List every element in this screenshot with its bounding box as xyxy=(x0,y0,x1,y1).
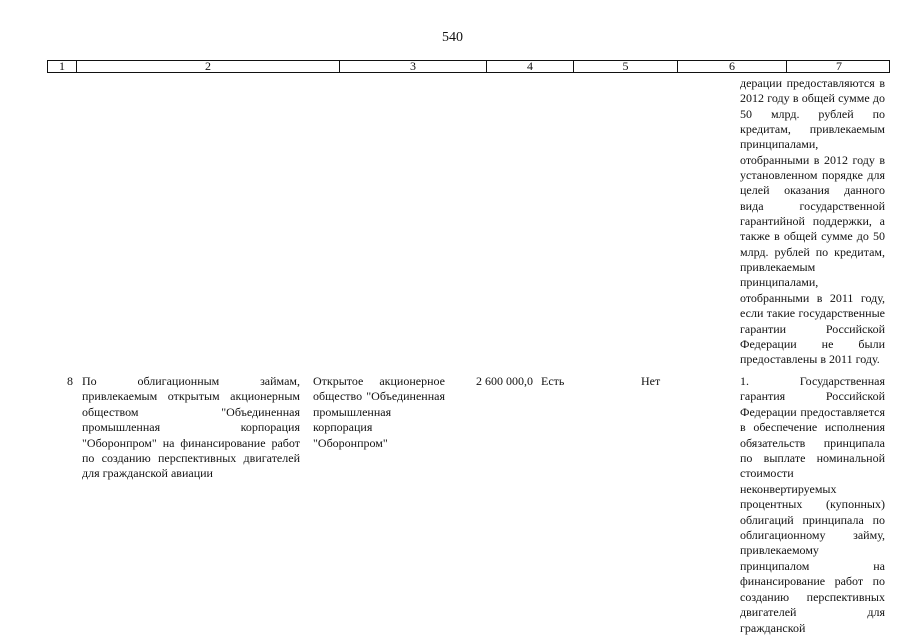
row8-organization: Открытое акционерное общество "Объединенная промышленная корпорация "Оборонпром" xyxy=(313,374,445,450)
row8-col6: Нет xyxy=(641,374,661,388)
col7-continuation-text: дерации предоставляются в 2012 году в общей сумме до 50 млрд. рублей по кредитам, привлекаемым принципалами, отобранными в 2012 году в установленном порядке для целей оказания данного вида государственной гарантийной поддержки, а также в общей сумме до 50 млрд. рублей по кредитам, привлекаемым принципалами, отобранными в 2011 году, если такие государственные гарантии Российской Федерации не были предоставлены в 2011 году. xyxy=(740,76,885,367)
header-col-5: 5 xyxy=(574,61,678,72)
page-number: 540 xyxy=(442,30,463,45)
row8-col7-text: 1. Государственная гарантия Российской Федерации предоставляется в обеспечение исполнения обязательств принципала по выплате номинальной стоимости неконвертируемых процентных (купонных) облигаций принципала по облигационному займу, привлекаемому принципалом на финансирование работ по созданию перспективных двигателей для гражданской xyxy=(740,374,885,635)
row8-description: По облигационным займам, привлекаемым открытым акционерным обществом "Объединенная промышленная корпорация "Оборонпром" на финансирование работ по созданию перспективных двигателей для гражданской авиации xyxy=(82,374,300,481)
header-col-7: 7 xyxy=(836,59,842,73)
header-col-2: 2 xyxy=(77,61,340,72)
row8-amount: 2 600 000,0 xyxy=(476,374,533,388)
header-col-4: 4 xyxy=(487,61,574,72)
row8-number: 8 xyxy=(67,374,73,388)
table-header-row xyxy=(47,60,890,73)
header-col-6: 6 xyxy=(678,61,787,72)
header-col-1: 1 xyxy=(48,61,77,72)
header-col-3: 3 xyxy=(340,61,487,72)
row8-col5: Есть xyxy=(541,374,565,388)
